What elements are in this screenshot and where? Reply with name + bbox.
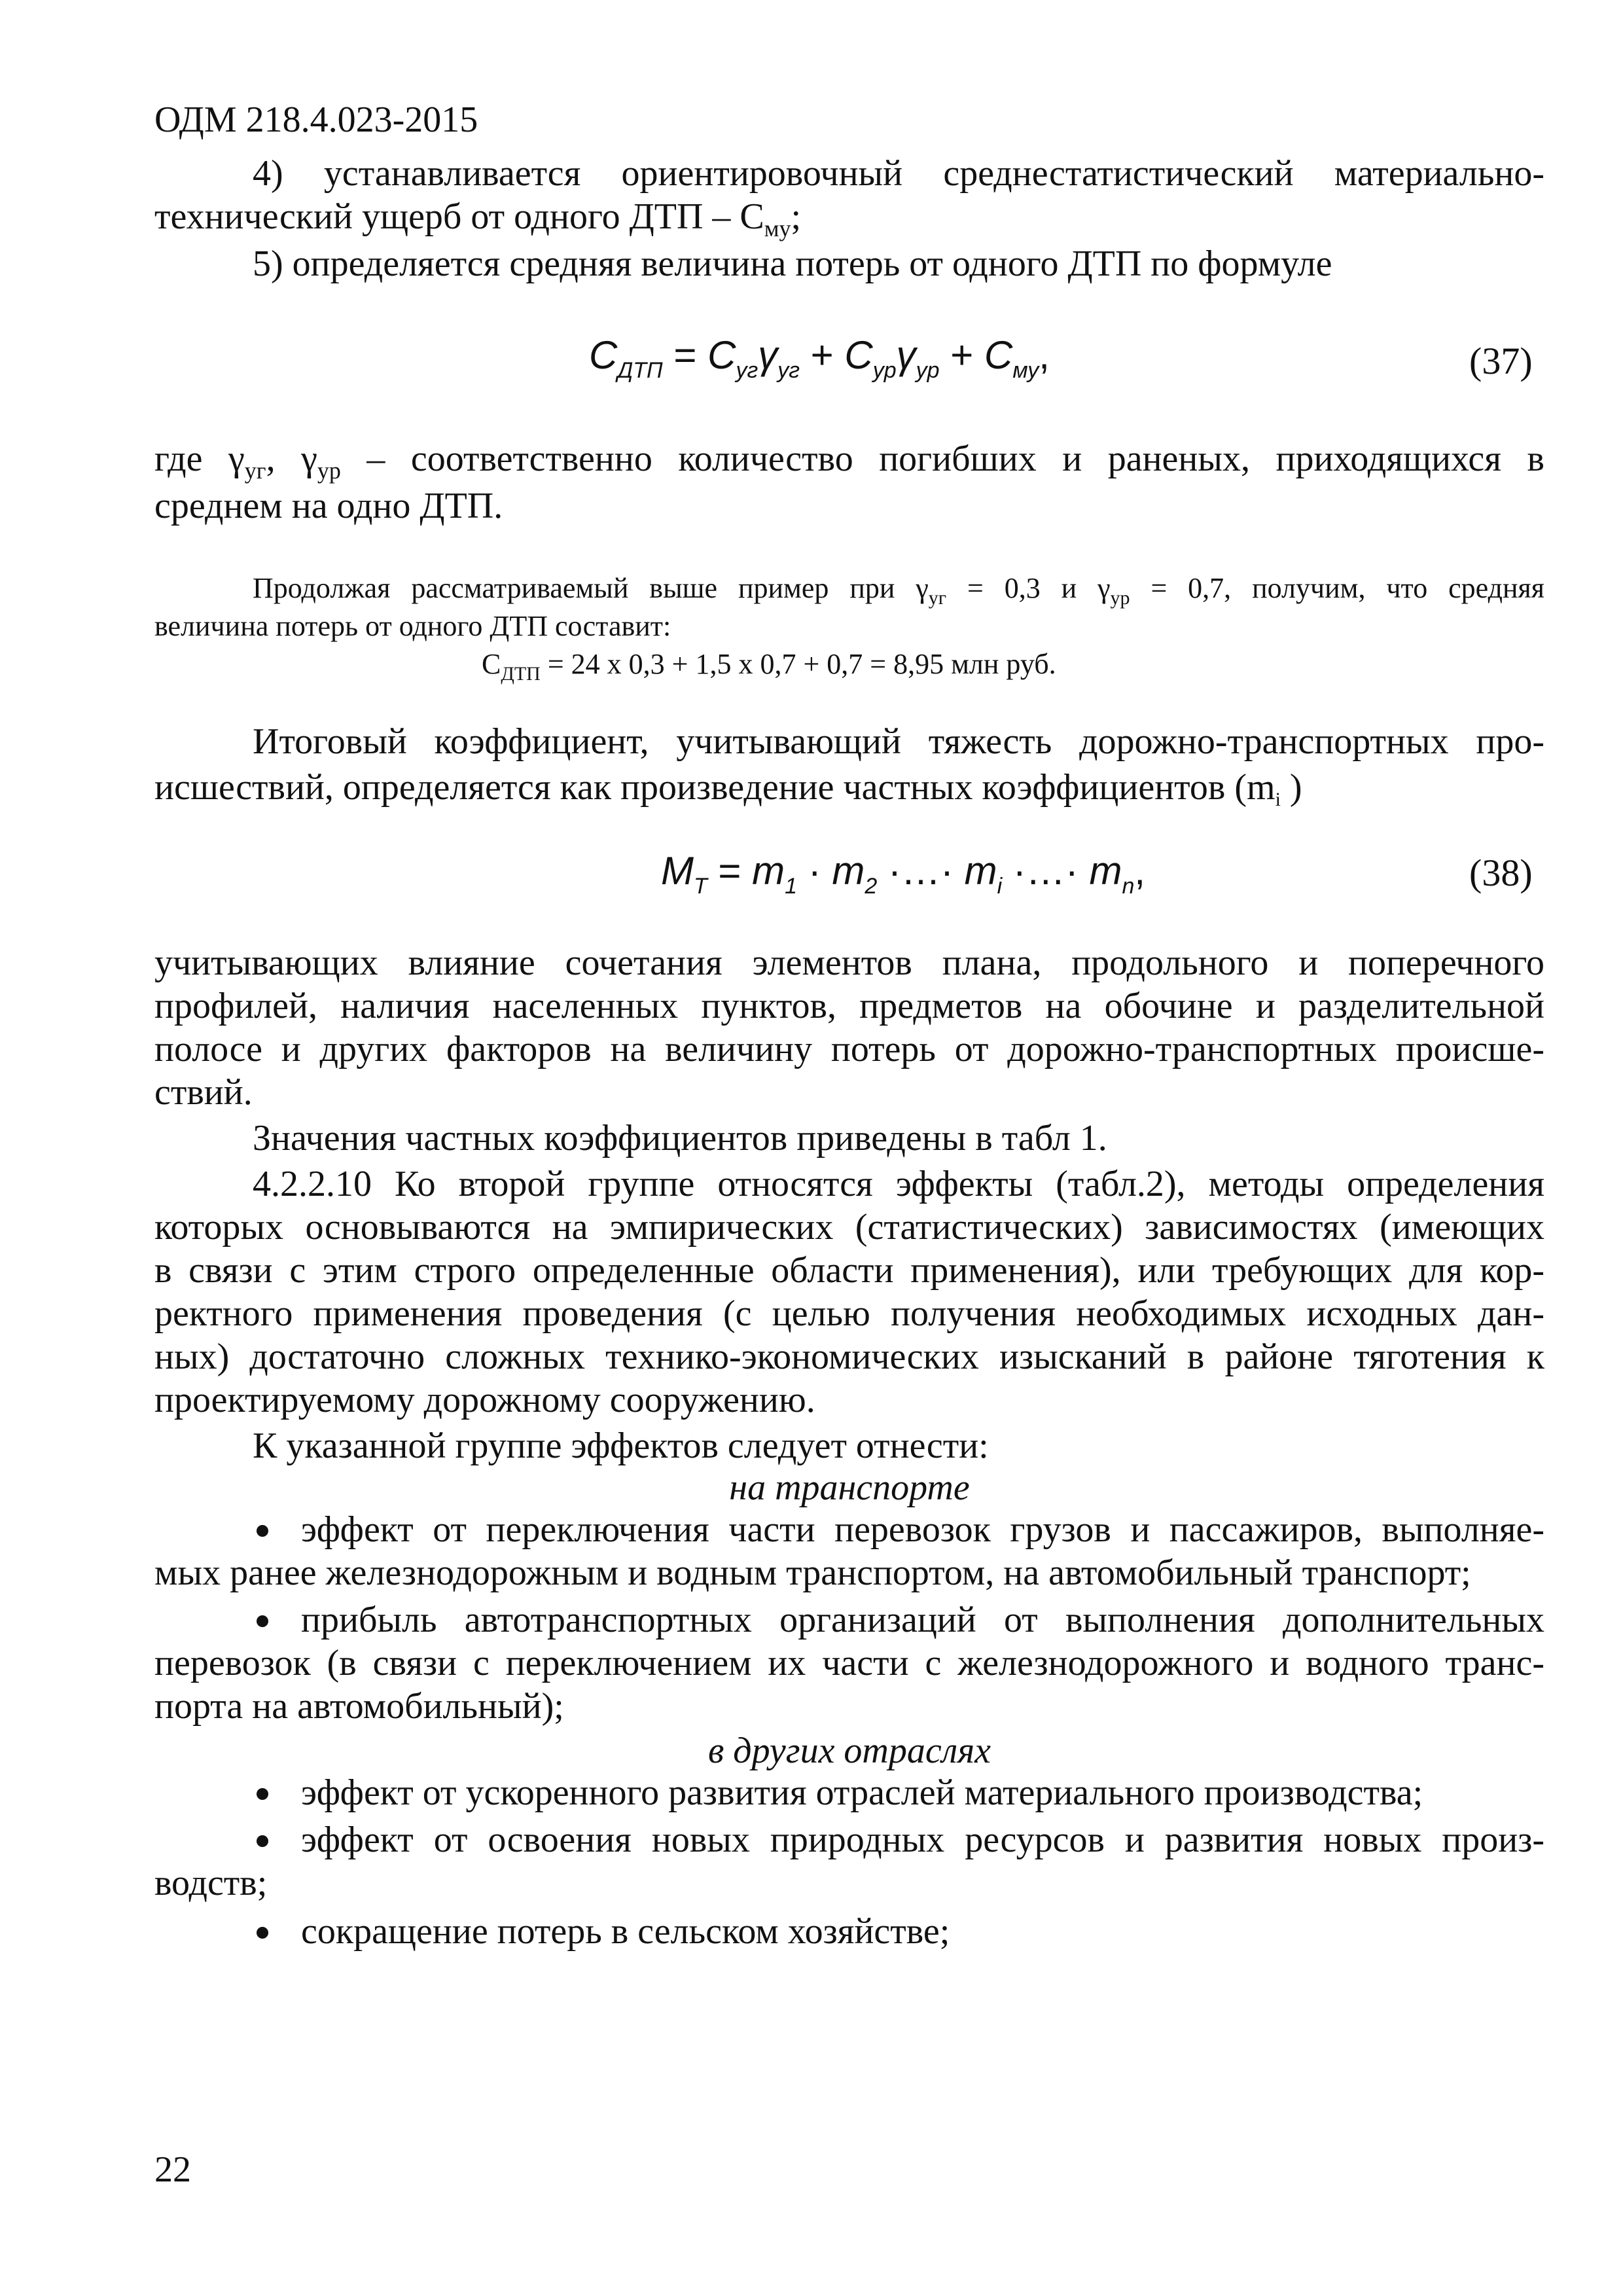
bullet-1-line-1: эффект от переключения части перевозок грузов и пассажиров, выполняе- — [301, 1509, 1544, 1550]
example-line-2: величина потерь от одного ДТП составит: — [154, 610, 671, 642]
text-fragment: С — [482, 648, 501, 680]
equation-number-37: (37) — [1469, 340, 1533, 382]
example-calculation — [482, 645, 1056, 693]
page-number: 22 — [154, 2149, 191, 2190]
bullet-2-line-2: перевозок (в связи с переключением их части с железнодорожного и водного транс- — [154, 1643, 1544, 1683]
text-fragment: исшествий, определяется как произведение частных коэффициентов (m — [154, 767, 1275, 808]
formula-subscript: ур — [916, 358, 940, 383]
uch-line-4: ствий. — [154, 1072, 253, 1113]
text-fragment: – соответственно количество погибших и раненых, приходящихся в — [340, 439, 1544, 479]
text-fragment: где γ — [154, 439, 245, 479]
bullet-icon — [257, 1835, 268, 1847]
formula-operator: · — [797, 849, 832, 893]
group-line-6: проектируемому дорожному сооружению. — [154, 1380, 815, 1420]
formula-operator: + — [939, 333, 984, 377]
formula-operator: + — [800, 333, 845, 377]
group-intro: К указанной группе эффектов следует отнести: — [253, 1426, 989, 1466]
group-line-3: в связи с этим строго определенные области применения), или требующих для кор- — [154, 1250, 1544, 1291]
paragraph-item-5: 5) определяется средняя величина потерь от одного ДТП по формуле — [253, 243, 1332, 284]
equation-number-38: (38) — [1469, 852, 1533, 894]
formula-symbol: C — [984, 333, 1013, 377]
formula-subscript: T — [693, 874, 707, 899]
group-line-2: которых основываются на эмпирических (статистических) зависимостях (имеющих — [154, 1207, 1544, 1247]
text-fragment: = 0,3 и γ — [946, 572, 1111, 604]
bullet-icon — [257, 1525, 268, 1537]
formula-symbol: m — [964, 849, 997, 893]
itog-line-2 — [154, 766, 1302, 821]
bullet-icon — [257, 1615, 268, 1627]
formula-symbol: m — [752, 849, 785, 893]
text-fragment: , γ — [266, 439, 317, 479]
bullet-1-line-2: мых ранее железнодорожным и водным транспортом, на автомобильный транспорт; — [154, 1552, 1471, 1593]
bullet-2-line-3: порта на автомобильный); — [154, 1686, 564, 1727]
formula-subscript: ДТП — [617, 358, 663, 383]
bullet-4-line-1: эффект от освоения новых природных ресурсов и развития новых произ- — [301, 1820, 1544, 1860]
group-line-5: ных) достаточно сложных технико-экономических изысканий в районе тяготения к — [154, 1336, 1544, 1377]
formula-subscript: ур — [872, 358, 897, 383]
uch-line-2: профилей, наличия населенных пунктов, предметов на обочине и разделительной — [154, 986, 1544, 1026]
bullet-4-line-2: водств; — [154, 1863, 268, 1903]
formula-subscript: уг — [777, 358, 800, 383]
text-fragment: ; — [791, 196, 802, 237]
bullet-3-line-1: эффект от ускоренного развития отраслей материального производства; — [301, 1772, 1423, 1813]
subscript: уг — [244, 457, 266, 484]
formula-symbol: m — [1089, 849, 1122, 893]
heading-transport: на транспорте — [729, 1467, 970, 1508]
formula-symbol: γ — [758, 333, 778, 377]
bullet-icon — [257, 1788, 268, 1800]
subscript: ур — [1110, 587, 1130, 609]
formula-subscript: n — [1122, 874, 1135, 899]
formula-symbol: m — [832, 849, 865, 893]
uch-line-1: учитывающих влияние сочетания элементов плана, продольного и поперечного — [154, 942, 1544, 983]
formula-operator: ·…· — [1002, 849, 1090, 893]
formula-operator: = — [707, 849, 753, 893]
subscript: ДТП — [501, 663, 541, 685]
formula-subscript: уг — [736, 358, 758, 383]
formula-symbol: M — [661, 849, 694, 893]
formula-operator: , — [1039, 333, 1050, 377]
formula-subscript: му — [1012, 358, 1039, 383]
group-line-1: 4.2.2.10 Ко второй группе относятся эффекты (табл.2), методы определения — [253, 1164, 1544, 1204]
bullet-2-line-1: прибыль автотранспортных организаций от выполнения дополнительных — [301, 1600, 1544, 1640]
heading-other-industries: в других отраслях — [707, 1731, 991, 1771]
formula-symbol: C — [707, 333, 736, 377]
paragraph-item-4-line-1: 4) устанавливается ориентировочный среднестатистический материально- — [253, 153, 1544, 194]
bullet-icon — [257, 1927, 268, 1939]
formula-symbol: γ — [896, 333, 916, 377]
subscript: уг — [928, 587, 947, 609]
bullet-5-line-1: сокращение потерь в сельском хозяйстве; — [301, 1911, 950, 1952]
formula-operator: , — [1134, 849, 1146, 893]
formula-operator: = — [662, 333, 708, 377]
formula-37 — [589, 332, 1050, 384]
formula-subscript: 1 — [785, 874, 798, 899]
text-fragment: Продолжая рассматриваемый выше пример при γ — [253, 572, 929, 604]
formula-38 — [661, 848, 1145, 899]
text-fragment: = 0,7, получим, что средняя — [1130, 572, 1544, 604]
subscript: му — [764, 215, 791, 242]
text-fragment: = 24 х 0,3 + 1,5 х 0,7 + 0,7 = 8,95 млн руб. — [540, 648, 1056, 680]
formula-symbol: C — [589, 333, 618, 377]
document-code: ОДМ 218.4.023-2015 — [154, 99, 478, 140]
formula-subscript: i — [997, 874, 1003, 899]
itog-line-1: Итоговый коэффициент, учитывающий тяжесть дорожно-транспортных про- — [253, 721, 1544, 762]
subscript: i — [1275, 789, 1281, 810]
text-fragment: ) — [1280, 767, 1302, 808]
group-line-4: ректного применения проведения (с целью получения необходимых исходных дан- — [154, 1293, 1544, 1334]
text-fragment: технический ущерб от одного ДТП – С — [154, 196, 764, 237]
uch-line-3: полосе и других факторов на величину потерь от дорожно-транспортных происше- — [154, 1029, 1544, 1069]
values-paragraph: Значения частных коэффициентов приведены в табл 1. — [253, 1118, 1107, 1158]
formula-operator: ·…· — [877, 849, 965, 893]
formula-subscript: 2 — [865, 874, 878, 899]
subscript: ур — [317, 457, 341, 484]
formula-symbol: C — [844, 333, 873, 377]
where-line-2: среднем на одно ДТП. — [154, 486, 503, 526]
